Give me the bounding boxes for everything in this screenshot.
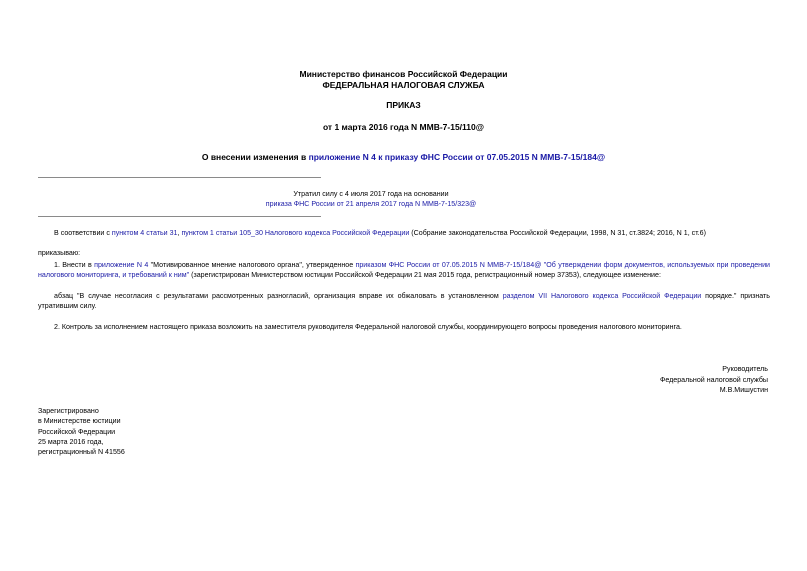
item-1-text: "Мотивированное мнение налогового органа", утвержденное bbox=[148, 261, 356, 269]
status-top-rule bbox=[38, 177, 321, 178]
abzac-text: абзац "В случае несогласия с результатами рассмотренных разногласий, организация вправе их обжаловать в установленном bbox=[54, 292, 503, 300]
article-31-link[interactable]: пунктом 4 статьи 31 bbox=[111, 229, 178, 237]
preamble-paragraph bbox=[38, 229, 770, 239]
abzac-text: порядке." признать утратившим силу. bbox=[38, 292, 771, 310]
preamble-source: (Собрание законодательства Российской Федерации, 1998, N 31, ст.3824; 2016, N 1, ст.6) bbox=[409, 229, 706, 237]
service-name: ФЕДЕРАЛЬНАЯ НАЛОГОВАЯ СЛУЖБА bbox=[322, 80, 485, 90]
registration-line: Зарегистрировано bbox=[38, 407, 99, 415]
article-105-30-link[interactable]: пунктом 1 статьи 105_30 Налогового кодекса Российской Федерации bbox=[181, 229, 410, 237]
registration-line: регистрационный N 41556 bbox=[38, 448, 125, 457]
title-prefix: О внесении изменения в bbox=[201, 152, 309, 162]
registration-block bbox=[38, 406, 125, 457]
registration-line: в Министерстве юстиции bbox=[38, 417, 121, 426]
document-title bbox=[0, 152, 807, 163]
document-date-number: от 1 марта 2016 года N ММВ-7-15/110@ bbox=[322, 122, 485, 132]
appendix-4-link[interactable]: приложение N 4 bbox=[94, 261, 149, 269]
status-bottom-rule bbox=[38, 216, 321, 217]
order-word: приказываю: bbox=[38, 249, 81, 257]
document-type: ПРИКАЗ bbox=[386, 100, 421, 110]
preamble-text: В соответствии с bbox=[54, 229, 112, 237]
preamble-separator: , bbox=[177, 229, 182, 237]
signature-org: Федеральной налоговой службы bbox=[659, 376, 768, 384]
tax-code-section-7-link[interactable]: разделом VII Налогового кодекса Российской Федерации bbox=[502, 292, 702, 300]
signature-name: М.В.Мишустин bbox=[719, 386, 768, 394]
item-1-text: (зарегистрирован Министерством юстиции Российской Федерации 21 мая 2015 года, регистрационный номер 37353), следующее изменение: bbox=[189, 270, 661, 279]
signature-role: Руководитель bbox=[722, 365, 768, 373]
order-184-link[interactable]: приказом ФНС России от 07.05.2015 N ММВ-7-15/184@ "Об утверждении форм документов, используемых при проведении налогового мониторинга, и требований к ним" bbox=[38, 261, 771, 279]
ministry-name: Министерство финансов Российской Федерации bbox=[299, 69, 508, 79]
status-note bbox=[38, 190, 704, 209]
item-2-paragraph: 2. Контроль за исполнением настоящего приказа возложить на заместителя руководителя Федеральной налоговой службы, координирующего вопросы проведения налогового мониторинга. bbox=[54, 323, 682, 331]
abzac-paragraph bbox=[38, 292, 770, 311]
registration-line: Российской Федерации bbox=[38, 427, 116, 436]
status-repeal-order-link[interactable]: приказа ФНС России от 21 апреля 2017 года N ММВ-7-15/323@ bbox=[265, 199, 477, 208]
status-line: Утратил силу с 4 июля 2017 года на основании bbox=[293, 190, 449, 198]
registration-line: 25 марта 2016 года, bbox=[38, 437, 104, 446]
title-amended-order-link[interactable]: приложение N 4 к приказу ФНС России от 07.05.2015 N ММВ-7-15/184@ bbox=[308, 152, 606, 162]
item-1-paragraph bbox=[38, 261, 770, 280]
item-1-text: 1. Внести в bbox=[54, 261, 95, 269]
